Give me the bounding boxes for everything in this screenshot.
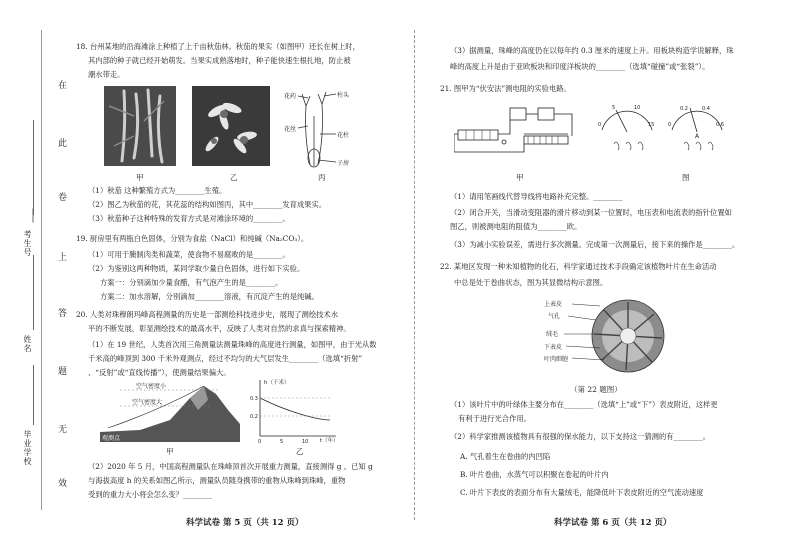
ammeter-tick: 0.4 [702,106,710,112]
seal-char: 答 [58,309,68,319]
q21-sub2-line2: 图乙，则被测电阻的阻值为________欧。 [450,222,582,231]
q20-mountain-figure [100,380,240,442]
q20-sub1-line2: 千米高的峰顶到 300 千米外观测点，经过不均匀的大气层发生________（选填“折射” [88,354,363,363]
binding-line [41,30,42,510]
q21-voltmeter [596,100,658,160]
q22-sub1-line1: （1）该叶片中的叶绿体主要分布在________（选填“上”或“下”）表皮附近，这样更 [450,400,718,409]
graph-xtick: 5 [280,439,284,444]
graph-xlabel: t（年） [320,438,339,444]
label-anther: 花药 [284,93,297,100]
q22-sub2: （2）科学家推测该植物具有很强的保水能力，以下支持这一猜测的有________。 [450,432,711,441]
q18-sub2: （2）图乙为秋茄的花，其花蕊的结构如图丙，其中________发育成果实。 [88,200,327,209]
name-label: 姓名 [23,335,32,353]
seal-char: 效 [58,479,68,489]
q21-stem: 21. 图甲为“伏安法”测电阻的实验电路。 [440,84,571,93]
q22-leaf-cross-section [544,294,666,380]
q20-sub2-line1: （2）2020 年 5 月，中国高程测量队在珠峰顶首次开展重力测量，直接测得 g 。已知 g [88,462,373,471]
q22-sub1-line2: 有利于进行光合作用。 [458,414,531,423]
label-high-density: 空气密度大 [132,399,163,406]
q19-stem: 19. 厨房里有两瓶白色固体，分别为食盐（NaCl）和纯碱（Na₂CO₃）。 [76,234,309,243]
q20-fig-jia-caption: 甲 [166,447,174,456]
graph-xtick: 0 [258,439,262,444]
label-stigma: 柱头 [337,92,350,99]
exam-number-fill-line [33,120,34,215]
q21-ammeter [666,100,728,160]
q21-sub3: （3）为减小实验误差，需进行多次测量。完成第一次测量后，接下来的操作是________。 [450,240,740,249]
q19-plan1: 方案一：分别滴加少量食醋，有气泡产生的是________。 [100,278,283,287]
q18-stem-line2: 其内部的种子就已经开始萌发。当果实成熟落地时，种子能快速生根扎地，防止被 [88,56,351,65]
q19-sub2: （2）为鉴别这两种物质，某同学取少量白色固体，进行如下实验。 [88,264,305,273]
q18-sub1: （1）秋茄 这种繁殖方式为________生殖。 [88,186,227,195]
leaf-label-lower-epidermis: 下表皮 [544,344,563,351]
graph-ytick: 0.3 [250,396,258,402]
q18-fruit-photo [104,86,176,166]
q22-figure-caption: （第 22 题图） [570,385,622,394]
ammeter-unit: A [695,133,700,140]
q20-fig-yi-caption: 乙 [296,447,304,456]
q18-fig-bing-caption: 丙 [318,173,326,182]
q22-option-c: C. 叶片下表皮的表面分布有大量绒毛，能降低叶下表皮附近的空气流动速度 [460,488,704,497]
q18-fig-yi-caption: 乙 [230,173,238,182]
seal-char: 此 [58,139,68,149]
q21-circuit-diagram [454,100,582,160]
q20-sub3-line1: （3）据测量，珠峰的高度仍在以每年约 0.3 厘米的速度上升。用板块构造学说解释，珠 [450,46,734,55]
q20-sub2-line3: 受到的重力大小将会怎么变？________ [88,490,213,499]
leaf-label-upper-epidermis: 上表皮 [544,301,563,308]
graph-ytick: 0.2 [250,414,258,420]
q20-sub1-line1: （1）在 19 世纪，人类首次用三角测量法测量珠峰的高度进行测量，如图甲，由于光从数 [88,340,377,349]
exam-number-label: 考生号 [23,230,32,257]
label-style: 花柱 [337,132,350,139]
q22-stem-line1: 22. 某地区发现一种未知植物的化石，科学家通过技术手段确定该植物叶片在生命活动 [440,262,717,271]
q22-option-b: B. 叶片卷曲，水蒸气可以积聚在卷起的叶片内 [460,470,609,479]
voltmeter-tick: 0 [598,122,602,128]
q20-stem-line2: 平的不断发展，彰显测绘技术的最高水平，反映了人类对自然的求真与探索精神。 [88,324,351,333]
leaf-label-stoma: 气孔 [548,313,561,320]
q18-stem-line3: 潮水带走。 [88,70,125,79]
voltmeter-tick: 10 [634,105,641,111]
q18-sub3: （3）秋茄种子这种特殊的发育方式是对滩涂环境的________。 [88,214,290,223]
seal-char: 无 [58,425,68,435]
school-fill-line [33,365,34,425]
seal-char: 题 [58,367,68,377]
ammeter-tick: 0.6 [716,122,724,128]
q21-fig-jia-caption: 甲 [516,173,524,182]
q21-sub2-line1: （2）闭合开关，当滑动变阻器的滑片移动到某一位置时，电压表和电流表的指针位置如 [450,208,732,217]
school-label: 毕业学校 [23,430,32,466]
label-observation-point: 观测点 [102,435,121,442]
q20-stem-line1: 20. 人类对珠穆朗玛峰高程测量的历史是一部测绘科技进步史，展现了测绘技术水 [76,310,339,319]
ammeter-tick: 0.2 [680,106,688,112]
q19-plan2: 方案二：加水溶解，分别滴加________溶液，有沉淀产生的是纯碱。 [100,292,319,301]
ammeter-tick: 0 [668,122,672,128]
q18-fig-jia-caption: 甲 [136,173,144,182]
q18-flower-structure-diagram [284,86,364,170]
q18-stem-line1: 18. 台州某地的沿海滩涂上种植了上千亩秋茄林。秋茄的果实（如图甲）还长在树上时， [76,42,360,51]
seal-char: 在 [58,81,68,91]
q21-sub1: （1）请用笔画线代替导线将电路补充完整。________ [450,192,623,201]
voltmeter-tick: 5 [612,105,616,111]
q22-stem-line2: 中总是处于卷曲状态，图为其显微结构示意图。 [454,278,608,287]
label-ovary: 子房 [337,160,350,167]
q20-sub1-line3: 、“反射”或“直线传播”），使测量结果偏大。 [88,368,231,377]
graph-xtick: 10 [302,439,309,444]
leaf-label-hair: 绒毛 [546,331,559,338]
seal-char: 上 [58,253,68,263]
q22-option-a: A. 气孔着生在卷曲的内凹陷 [460,452,551,461]
right-page-footer: 科学试卷 第 6 页（共 12 页） [554,518,672,528]
q21-fig-caption: 图 [682,173,690,182]
name-fill-line [33,255,34,330]
leaf-label-mesophyll: 叶肉细胞 [544,356,569,363]
q20-sub3-line2: 峰的高度上升是由于亚欧板块和印度洋板块的________（选填“碰撞”或“张裂”）。 [450,62,710,71]
left-page-footer: 科学试卷 第 5 页（共 12 页） [186,518,304,528]
page-divider [414,30,415,520]
seal-char: 卷 [58,193,68,203]
q20-sub2-line2: 与海拔高度 h 的关系如图乙所示，测量队员随身携带的重物从珠峰到珠峰，重物 [88,476,346,485]
q18-flower-photo [192,86,270,166]
graph-ylabel: h（千米） [264,380,290,386]
q19-sub1: （1）可用于腌制肉类和蔬菜，使食物不易腐败的是________。 [88,250,290,259]
label-low-density: 空气密度小 [136,383,167,390]
label-filament: 花丝 [284,126,297,133]
voltmeter-tick: 15 [648,122,655,128]
q20-graph [250,376,340,444]
